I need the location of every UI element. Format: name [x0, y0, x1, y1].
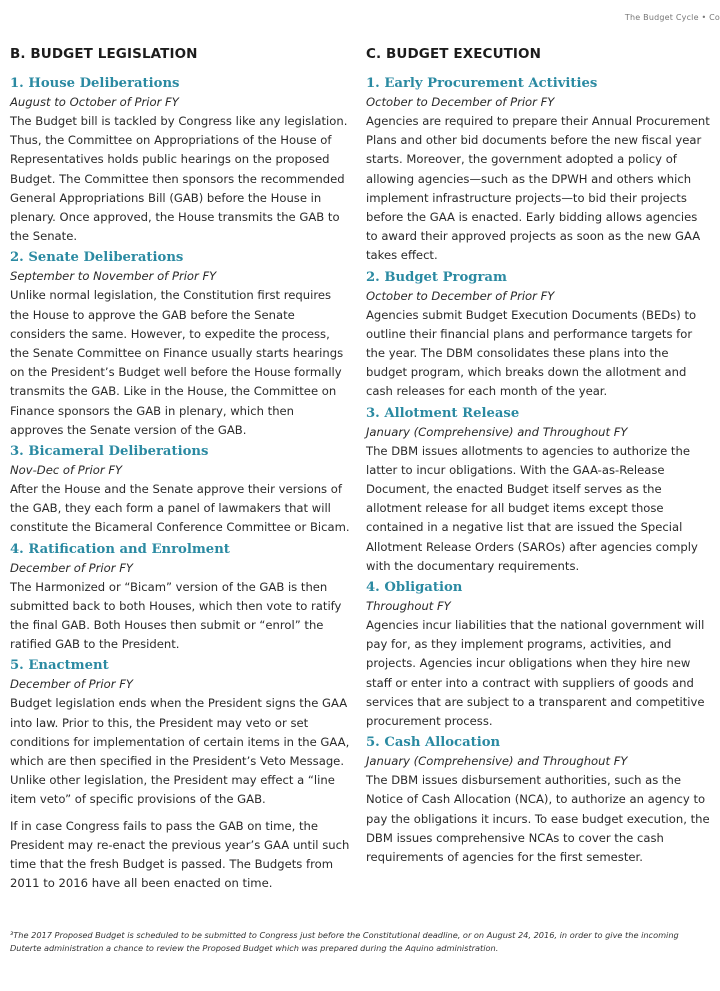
section-house-deliberations — [10, 74, 350, 246]
section-budget-program — [366, 268, 710, 402]
section-paragraph: The DBM issues disbursement authorities, such as the Notice of Cash Allocation (NCA), to authorize an agency to pay the obligations it incurs. To ease budget execution, the DBM issues comprehensive NCAs to cover the cash requirements of agencies for the first semester. — [366, 773, 710, 865]
section-paragraph: Agencies are required to prepare their Annual Procurement Plans and other bid documents before the new fiscal year starts. Moreover, the government adopted a policy of allowing agencies—such as the DPWH and others which implement infrastructure projects—to bid their projects before the GAA is enacted. Early bidding allows agencies to award their approved projects as soon as the new GAA takes effect. — [366, 114, 710, 263]
section-paragraph: The Harmonized or “Bicam” version of the GAB is then submitted back to both Houses, which then vote to ratify the final GAB. Both Houses then submit or “enrol” the ratified GAB to the President. — [10, 579, 342, 652]
section-paragraph: Unlike normal legislation, the Constitution first requires the House to approve the GAB before the Senate considers the same. However, to expedite the process, the Senate Committee on Finance usually starts hearings on the President’s Budget well before the House formally transmits the GAB. Like in the House, the Committee on Finance sponsors the GAB in plenary, which then approves the Senate version of the GAB. — [10, 288, 344, 437]
budget-execution-column — [366, 46, 710, 869]
section-title: 3. Bicameral Deliberations — [10, 444, 209, 460]
section-period: August to October of Prior FY — [10, 95, 179, 109]
section-paragraph: Agencies submit Budget Execution Documents (BEDs) to outline their financial plans and performance targets for the year. The DBM consolidates these plans into the budget program, which breaks down the allotment and cash releases for each month of the year. — [366, 307, 697, 399]
running-header: The Budget Cycle • Co — [624, 13, 720, 22]
section-paragraph: The DBM issues allotments to agencies to authorize the latter to incur obligations. With the GAA-as-Release Document, the enacted Budget itself serves as the allotment release for all budget items except those contained in a negative list that are issued the Special Allotment Release Orders (SAROs) after agencies comply with the documentary requirements. — [366, 443, 698, 573]
section-period: January (Comprehensive) and Throughout FY — [366, 424, 628, 439]
section-paragraph: After the House and the Senate approve their versions of the GAB, they each form a panel of lawmakers that will constitute the Bicameral Conference Committee or Bicam. — [10, 482, 350, 535]
section-paragraph: Agencies incur liabilities that the national government will pay for, as they implement programs, activities, and projects. Agencies incur obligations when they hire new staff or enter into a contract with suppliers of goods and services that are subject to a transparent and competitive procurement process. — [366, 618, 705, 729]
section-title: 4. Ratification and Enrolment — [10, 541, 230, 557]
section-title: 5. Cash Allocation — [366, 735, 501, 751]
section-bicameral-deliberations — [10, 442, 350, 538]
section-period: October to December of Prior FY — [366, 288, 555, 303]
section-paragraph: The Budget bill is tackled by Congress like any legislation. Thus, the Committee on Appropriations of the House of Representatives holds public hearings on the proposed Budget. The Committee then sponsors the recommended General Appropriations Bill (GAB) before the House in plenary. Once approved, the House transmits the GAB to the Senate. — [10, 114, 348, 244]
section-enactment — [10, 656, 350, 893]
section-period: December of Prior FY — [10, 560, 133, 575]
section-title: 2. Budget Program — [366, 269, 507, 285]
section-paragraph: Budget legislation ends when the President signs the GAA into law. Prior to this, the President may veto or set conditions for implementation of certain items in the GAA, which are then specified in the President’s Veto Message. Unlike other legislation, the President may effect a “line item veto” of specific provisions of the GAB. — [10, 696, 350, 807]
section-obligation — [366, 578, 710, 731]
section-title: 1. House Deliberations — [10, 76, 180, 91]
part-title: C. BUDGET EXECUTION — [366, 46, 542, 62]
section-allotment-release — [366, 404, 710, 576]
section-period: December of Prior FY — [10, 677, 133, 692]
section-title: 1. Early Procurement Activities — [366, 76, 598, 91]
section-period: October to December of Prior FY — [366, 95, 555, 109]
section-period: September to November of Prior FY — [10, 269, 217, 284]
section-early-procurement — [366, 74, 710, 266]
section-title: 2. Senate Deliberations — [10, 250, 184, 266]
footnote: ³The 2017 Proposed Budget is scheduled to be submitted to Congress just before the Constitutional deadline, or on August 24, 2016, in order to give the incoming Duterte administration a chance to review the Proposed Budget which was prepared during the Aquino administration. — [10, 930, 679, 953]
part-title: B. BUDGET LEGISLATION — [10, 46, 198, 62]
section-period: Throughout FY — [366, 599, 451, 614]
section-period: Nov-Dec of Prior FY — [10, 463, 123, 478]
budget-legislation-column — [10, 46, 350, 896]
section-title: 4. Obligation — [366, 580, 463, 596]
section-title: 3. Allotment Release — [366, 405, 520, 421]
section-paragraph: If in case Congress fails to pass the GAB on time, the President may re-enact the previous year’s GAA until such time that the fresh Budget is passed. The Budgets from 2011 to 2016 have all been enacted on time. — [10, 818, 350, 891]
section-senate-deliberations — [10, 248, 350, 440]
section-cash-allocation — [366, 733, 710, 867]
section-period: January (Comprehensive) and Throughout FY — [366, 754, 628, 769]
section-title: 5. Enactment — [10, 658, 109, 674]
section-ratification-enrolment — [10, 540, 350, 655]
